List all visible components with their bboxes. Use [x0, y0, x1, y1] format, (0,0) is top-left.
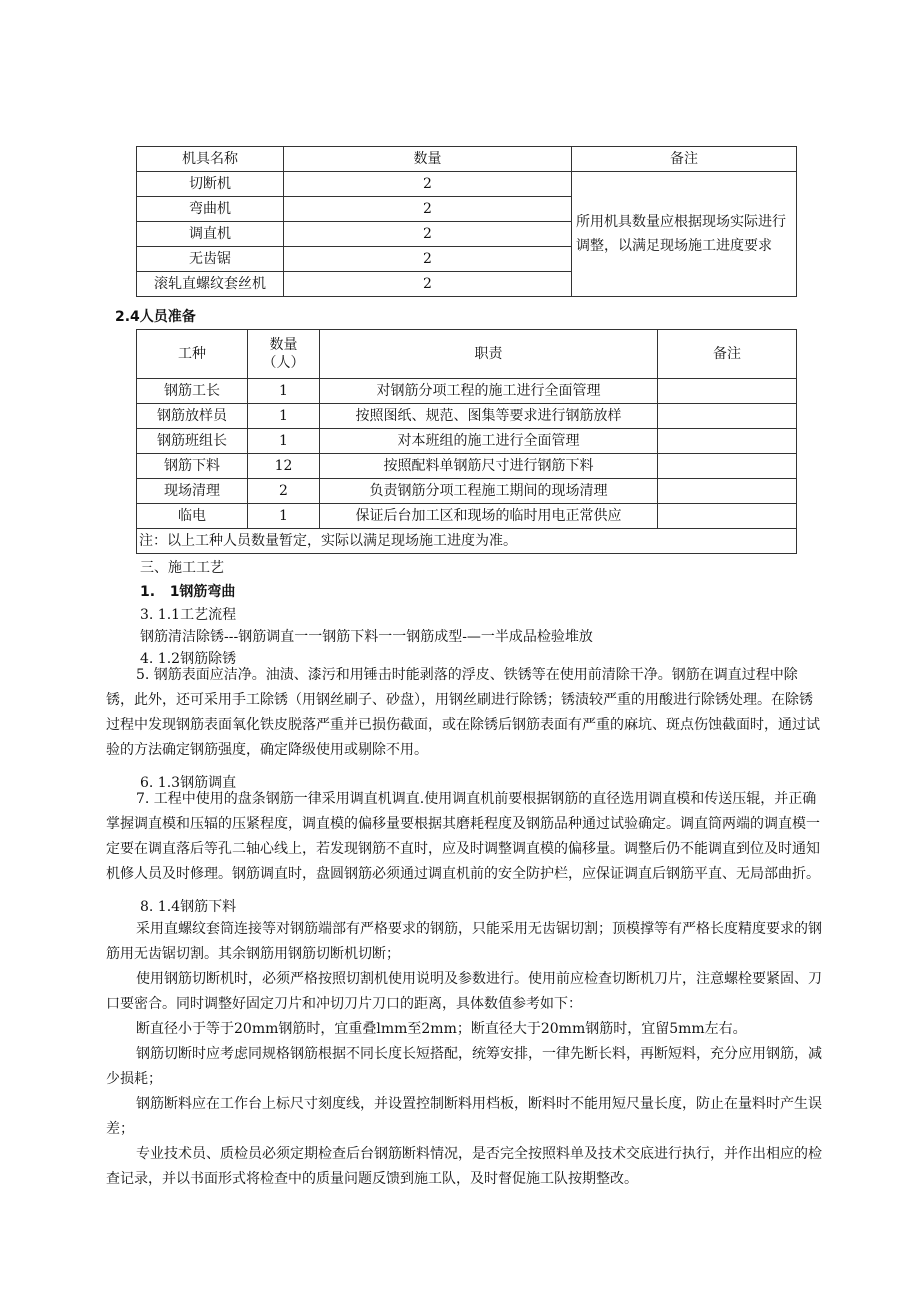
- duty: 对本班组的施工进行全面管理: [320, 429, 658, 454]
- tool-qty: 2: [284, 197, 572, 222]
- duty: 按照图纸、规范、图集等要求进行钢筋放样: [320, 404, 658, 429]
- trade: 钢筋工长: [137, 379, 248, 404]
- headcount: 1: [248, 404, 320, 429]
- paragraph-cutting-1: 采用直螺纹套筒连接等对钢筋端部有严格要求的钢筋，只能采用无齿锯切割；顶模撑等有严格长度精度要求的钢筋用无齿锯切割。其余钢筋用钢筋切断机切断；: [106, 921, 822, 962]
- duty: 对钢筋分项工程的施工进行全面管理: [320, 379, 658, 404]
- header-trade: 工种: [137, 330, 248, 379]
- header-tool-name: 机具名称: [137, 147, 284, 172]
- table-row: [137, 172, 797, 197]
- staff-table-header: [137, 330, 797, 379]
- tool-qty: 2: [284, 222, 572, 247]
- tool-qty: 2: [284, 172, 572, 197]
- headcount: 12: [248, 454, 320, 479]
- tools-table-header: [137, 147, 797, 172]
- note-cell: [658, 454, 797, 479]
- table-row: [137, 504, 797, 529]
- duty: 保证后台加工区和现场的临时用电正常供应: [320, 504, 658, 529]
- paragraph-cutting-3: 断直径小于等于20mm钢筋时，宜重叠lmm至2mm；断直径大于20mm钢筋时，宜留5mm左右。: [136, 1021, 747, 1037]
- subheading-flow: 3. 1.1工艺流程: [140, 607, 237, 623]
- cutting-section: [106, 917, 824, 1192]
- subheading-cutting: 8. 1.4钢筋下料: [140, 899, 237, 915]
- note-cell: [658, 379, 797, 404]
- trade: 临电: [137, 504, 248, 529]
- table-row: [137, 454, 797, 479]
- headcount: 1: [248, 429, 320, 454]
- tool-qty: 2: [284, 272, 572, 297]
- section-heading-process: 三、施工工艺: [140, 560, 224, 576]
- table-row: [137, 479, 797, 504]
- duty: 按照配料单钢筋尺寸进行钢筋下料: [320, 454, 658, 479]
- header-headcount: 数量（人）: [248, 330, 320, 379]
- note-cell: [658, 404, 797, 429]
- duty: 负责钢筋分项工程施工期间的现场清理: [320, 479, 658, 504]
- tool-name: 弯曲机: [137, 197, 284, 222]
- headcount: 1: [248, 504, 320, 529]
- headcount: 1: [248, 379, 320, 404]
- process-flow: 钢筋清洁除锈---钢筋调直一一钢筋下料一一钢筋成型-—一半成品检验堆放: [140, 629, 593, 645]
- tool-name: 滚轧直螺纹套丝机: [137, 272, 284, 297]
- tool-name: 切断机: [137, 172, 284, 197]
- subheading-bending: [140, 581, 235, 601]
- subheading-bending-number: 1.: [140, 584, 156, 600]
- note-cell: [658, 479, 797, 504]
- header-duty: 职责: [320, 330, 658, 379]
- paragraph-cutting-4: 钢筋切断时应考虑同规格钢筋根据不同长度长短搭配，统筹安排，一律先断长料，再断短料，充分应用钢筋，减少损耗；: [106, 1046, 822, 1087]
- trade: 钢筋下料: [137, 454, 248, 479]
- tools-table: [136, 146, 797, 297]
- paragraph-rust-removal: [106, 663, 824, 763]
- paragraph-cutting-6: 专业技术员、质检员必须定期检查后台钢筋断料情况，是否完全按照料单及技术交底进行执行，并作出相应的检查记录，并以书面形式将检查中的质量问题反馈到施工队，及时督促施工队按期整改。: [106, 1146, 822, 1187]
- note-cell: [658, 504, 797, 529]
- tool-qty: 2: [284, 247, 572, 272]
- trade: 钢筋班组长: [137, 429, 248, 454]
- headcount: 2: [248, 479, 320, 504]
- paragraph-text: 7. 工程中使用的盘条钢筋一律采用调直机调直.使用调直机前要根据钢筋的直径选用调直模和传送压辊，并正确掌握调直模和压辐的压紧程度，调直模的偏移量要根据其磨耗程度及钢筋品种通过试验确定。调直筒两端的调直模一定要在调直落后等孔二轴心线上，若发现钢筋不直时，应及时调整调直模的偏移量。调整后仍不能调直到位及时通知机修人员及时修理。钢筋调直时，盘圆钢筋必须通过调直机前的安全防护栏，应保证调直后钢筋平直、无局部曲折。: [106, 791, 820, 882]
- paragraph-straightening: [106, 787, 824, 887]
- header-note: 备注: [658, 330, 797, 379]
- header-remarks: 备注: [572, 147, 797, 172]
- table-row: [137, 429, 797, 454]
- trade: 钢筋放样员: [137, 404, 248, 429]
- table-row: [137, 379, 797, 404]
- subheading-rust: 4. 1.2钢筋除锈: [140, 651, 237, 667]
- paragraph-text: 5. 钢筋表面应洁净。油渍、漆污和用锤击时能剥落的浮皮、铁锈等在使用前清除干净。钢筋在调直过程中除锈，此外，还可采用手工除锈（用钢丝刷子、砂盘），用钢丝刷进行除锈；锈渍较严重的用酸进行除锈处理。在除锈过程中发现钢筋表面氧化铁皮脱落严重并已损伤截面，或在除锈后钢筋表面有严重的麻坑、斑点伤蚀截面时，通过试验的方法确定钢筋强度，确定降级使用或剔除不用。: [106, 667, 820, 758]
- note-cell: [658, 429, 797, 454]
- section-heading-personnel: 2.4人员准备: [115, 309, 196, 325]
- staff-footnote: 注：以上工种人员数量暂定，实际以满足现场施工进度为准。: [137, 529, 797, 554]
- subheading-straightening: 6. 1.3钢筋调直: [140, 775, 237, 791]
- paragraph-cutting-5: 钢筋断料应在工作台上标尺寸刻度线，并设置控制断料用档板，断料时不能用短尺量长度，防止在量料时产生误差；: [106, 1096, 822, 1137]
- header-quantity: 数量: [284, 147, 572, 172]
- tool-name: 无齿锯: [137, 247, 284, 272]
- subheading-bending-text: 1钢筋弯曲: [169, 584, 236, 600]
- tool-name: 调直机: [137, 222, 284, 247]
- tools-note: 所用机具数量应根据现场实际进行调整，以满足现场施工进度要求: [572, 172, 797, 297]
- table-footnote-row: [137, 529, 797, 554]
- paragraph-cutting-2: 使用钢筋切断机时，必须严格按照切割机使用说明及参数进行。使用前应检查切断机刀片，注意螺栓要紧固、刀口要密合。同时调整好固定刀片和冲切刀片刀口的距离，具体数值参考如下：: [106, 971, 822, 1012]
- trade: 现场清理: [137, 479, 248, 504]
- staff-table: [136, 329, 797, 554]
- table-row: [137, 404, 797, 429]
